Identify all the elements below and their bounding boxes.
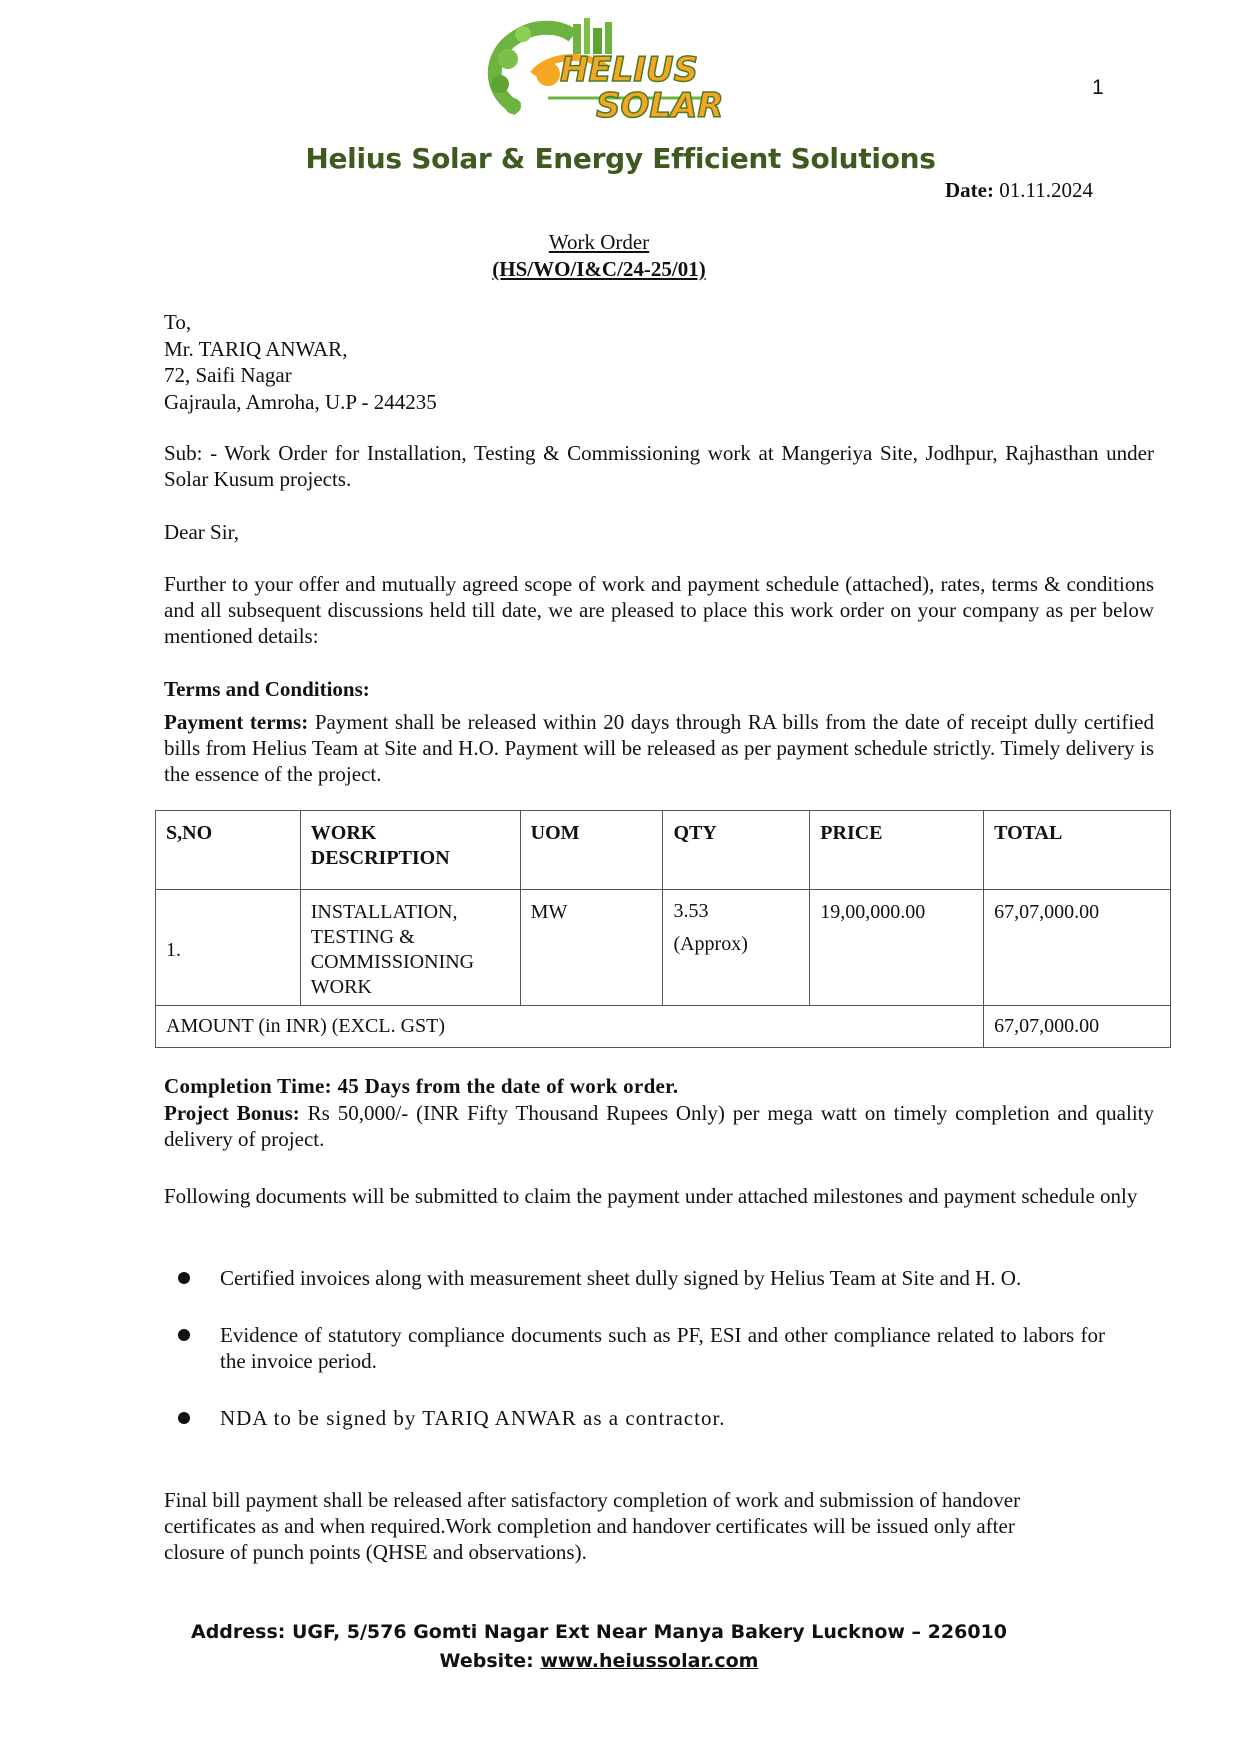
documents-intro: Following documents will be submitted to claim the payment under attached milestones and payment schedule only (164, 1184, 1138, 1208)
amount-label: AMOUNT (in INR) (EXCL. GST) (156, 1006, 984, 1048)
table-header-row (156, 811, 1171, 890)
project-bonus (164, 1100, 1154, 1152)
date-label: Date: (945, 178, 994, 202)
terms-heading: Terms and Conditions: (164, 677, 370, 701)
recipient-to: To, (164, 310, 192, 334)
cell-qty (663, 890, 810, 1006)
work-order-reference: (HS/WO/I&C/24-25/01) (492, 257, 706, 281)
website-link[interactable]: www.heiussolar.com (540, 1650, 759, 1672)
logo-text-solar: SOLAR (596, 86, 724, 126)
page-number: 1 (1092, 76, 1104, 99)
project-bonus-text: Rs 50,000/- (INR Fifty Thousand Rupees Only) per mega watt on timely completion and quality delivery of project. (164, 1101, 1154, 1151)
work-order-table (155, 810, 1171, 1048)
qty-note: (Approx) (673, 933, 748, 955)
cell-total: 67,07,000.00 (984, 890, 1171, 1006)
footer-website-line (0, 1647, 1198, 1676)
document-item-text: Evidence of statutory compliance documents such as PF, ESI and other compliance related to labors for the invoice period. (220, 1323, 1105, 1373)
recipient-address-line2: Gajraula, Amroha, U.P - 244235 (164, 389, 437, 414)
salutation: Dear Sir, (164, 520, 239, 544)
footer (0, 1618, 1198, 1676)
qty-value: 3.53 (673, 900, 709, 922)
bullet-icon (178, 1329, 190, 1341)
cell-uom: MW (520, 890, 663, 1006)
work-order-title (0, 229, 1198, 283)
list-item (175, 1265, 1105, 1291)
header-description: WORK DESCRIPTION (300, 811, 520, 890)
recipient-address-line1: 72, Saifi Nagar (164, 363, 292, 387)
payment-terms (164, 709, 1154, 787)
completion-time: Completion Time: 45 Days from the date of work order. (164, 1074, 679, 1098)
project-bonus-label: Project Bonus: (164, 1101, 300, 1125)
amount-value: 67,07,000.00 (984, 1006, 1171, 1048)
list-item (175, 1322, 1105, 1374)
header-qty: QTY (663, 811, 810, 890)
company-name: Helius Solar & Energy Efficient Solutions (305, 142, 936, 175)
payment-terms-label: Payment terms: (164, 710, 309, 734)
footer-website-label: Website: (439, 1650, 541, 1672)
work-order-heading: Work Order (548, 230, 650, 254)
cell-price: 19,00,000.00 (810, 890, 984, 1006)
amount-row (156, 1006, 1171, 1048)
intro-paragraph: Further to your offer and mutually agreed scope of work and payment schedule (attached), rates, terms & conditions and all subsequent discussions held till date, we are pleased to place this work order on your company as per below mentioned details: (164, 572, 1154, 648)
footer-address: Address: UGF, 5/576 Gomti Nagar Ext Near Manya Bakery Lucknow – 226010 (191, 1621, 1007, 1643)
final-note: Final bill payment shall be released after satisfactory completion of work and submission of handover certificates as and when required.Work completion and handover certificates will be issued only after closure of punch points (QHSE and observations). (164, 1488, 1021, 1564)
documents-list (175, 1265, 1105, 1462)
bullet-icon (178, 1272, 190, 1284)
cell-sno: 1. (156, 890, 301, 1006)
company-logo (478, 14, 740, 132)
document-item-text: Certified invoices along with measurement sheet dully signed by Helius Team at Site and H. O. (220, 1266, 1022, 1290)
header-price: PRICE (810, 811, 984, 890)
table-row (156, 890, 1171, 1006)
document-date (945, 178, 1093, 203)
bullet-icon (178, 1412, 190, 1424)
header-sno: S,NO (156, 811, 301, 890)
list-item (175, 1405, 1105, 1431)
payment-terms-text: Payment shall be released within 20 days through RA bills from the date of receipt dully certified bills from Helius Team at Site and H.O. Payment will be released as per payment schedule strictly. Timely delivery is the essence of the project. (164, 710, 1154, 786)
document-item-text: NDA to be signed by TARIQ ANWAR as a contractor. (220, 1406, 726, 1430)
header-total: TOTAL (984, 811, 1171, 890)
logo-text-helius: HELIUS (560, 50, 699, 90)
subject-line: Sub: - Work Order for Installation, Testing & Commissioning work at Mangeriya Site, Jodhpur, Rajhasthan under Solar Kusum projects. (164, 441, 1154, 491)
date-value: 01.11.2024 (999, 178, 1093, 202)
recipient-block (164, 309, 1154, 415)
header-uom: UOM (520, 811, 663, 890)
recipient-name: Mr. TARIQ ANWAR, (164, 336, 348, 361)
cell-description: INSTALLATION, TESTING & COMMISSIONING WORK (300, 890, 520, 1006)
